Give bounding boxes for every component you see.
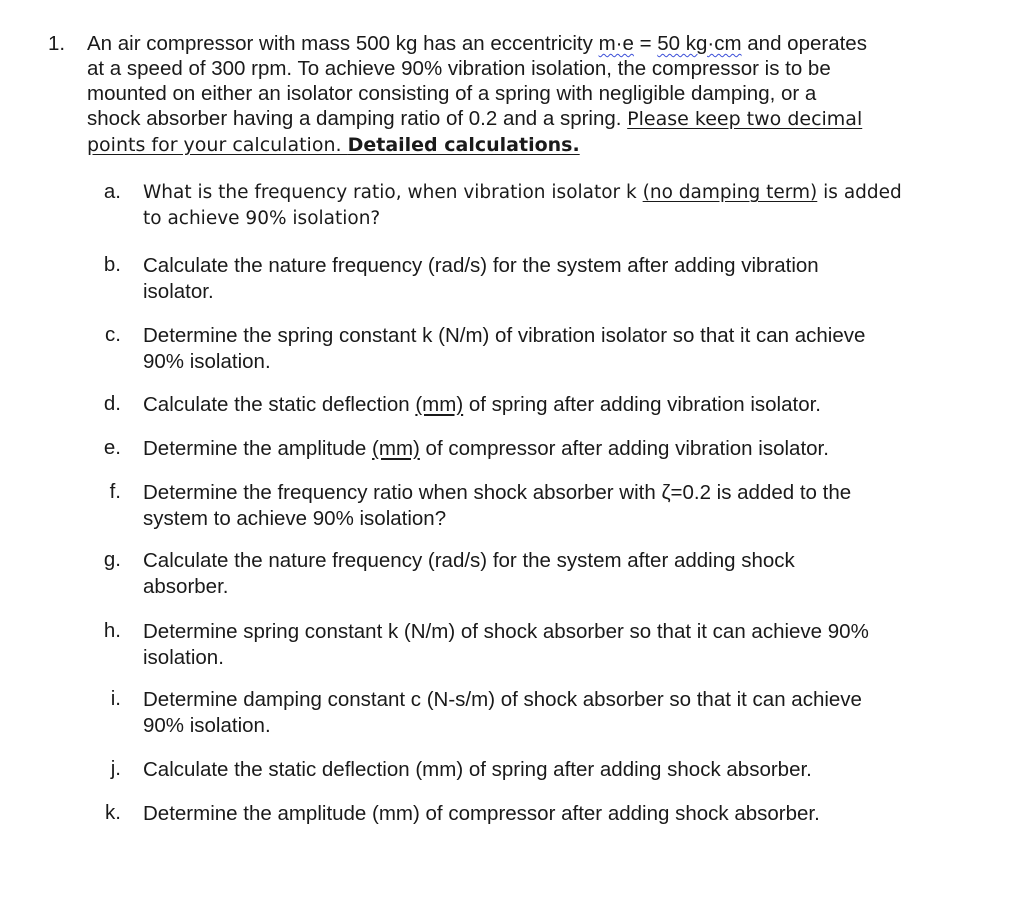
item-letter: j.: [110, 757, 121, 780]
item-text: Determine the amplitude (mm) of compressor after adding vibration isolator.: [143, 437, 829, 460]
unit-mm: (mm): [415, 393, 464, 416]
problem-statement: [87, 31, 967, 158]
item-text: Determine damping constant c (N-s/m) of shock absorber so that it can achieve 90% isolation.: [143, 688, 862, 737]
item-text: Calculate the nature frequency (rad/s) for the system after adding vibration isolator.: [143, 254, 819, 303]
precision-instruction: Please keep two decimal: [627, 108, 863, 130]
item-text: Determine spring constant k (N/m) of shock absorber so that it can achieve 90% isolation.: [143, 620, 869, 669]
item-letter: c.: [105, 323, 121, 346]
item-letter: e.: [103, 436, 121, 459]
statement-line: shock absorber having a damping ratio of 0.2 and a spring. Please keep two decimal: [87, 107, 863, 130]
item-text: Determine the amplitude (mm) of compressor after adding shock absorber.: [143, 802, 820, 825]
item-text: Calculate the nature frequency (rad/s) for the system after adding shock absorber.: [143, 549, 795, 598]
statement-line: mounted on either an isolator consisting of a spring with negligible damping, or a: [87, 82, 817, 105]
no-damping-term: (no damping term): [642, 182, 818, 203]
precision-instruction-cont: points for your calculation.: [87, 134, 348, 156]
item-letter: k.: [105, 801, 121, 824]
item-letter: b.: [103, 253, 121, 276]
item-letter: d.: [103, 392, 121, 415]
item-letter: h.: [103, 619, 121, 642]
item-text: Calculate the static deflection (mm) of spring after adding shock absorber.: [143, 758, 812, 781]
problem-number: 1.: [48, 32, 66, 55]
statement-line: [87, 132, 967, 158]
item-text: Calculate the static deflection (mm) of spring after adding vibration isolator.: [143, 393, 821, 416]
item-letter: a.: [103, 180, 121, 203]
unit-mm: (mm): [372, 437, 420, 460]
statement-line: An air compressor with mass 500 kg has an eccentricity m·e = 50 kg·cm and operates: [87, 32, 867, 55]
item-text: Determine the frequency ratio when shock absorber with ζ=0.2 is added to the system to achieve 90% isolation?: [143, 481, 852, 530]
item-text: Determine the spring constant k (N/m) of vibration isolator so that it can achieve 90% isolation.: [143, 324, 866, 373]
item-text: What is the frequency ratio, when vibration isolator k (no damping term) is added to achieve 90% isolation?: [143, 182, 902, 229]
eccentricity-value: 50 kg·cm: [657, 32, 742, 55]
eccentricity-symbol: m·e: [598, 32, 634, 55]
detailed-calculations-note: Detailed calculations.: [347, 134, 580, 156]
item-letter: g.: [103, 548, 121, 571]
statement-line: at a speed of 300 rpm. To achieve 90% vibration isolation, the compressor is to be: [87, 57, 831, 80]
item-letter: i.: [110, 687, 121, 710]
item-letter: f.: [109, 480, 121, 503]
